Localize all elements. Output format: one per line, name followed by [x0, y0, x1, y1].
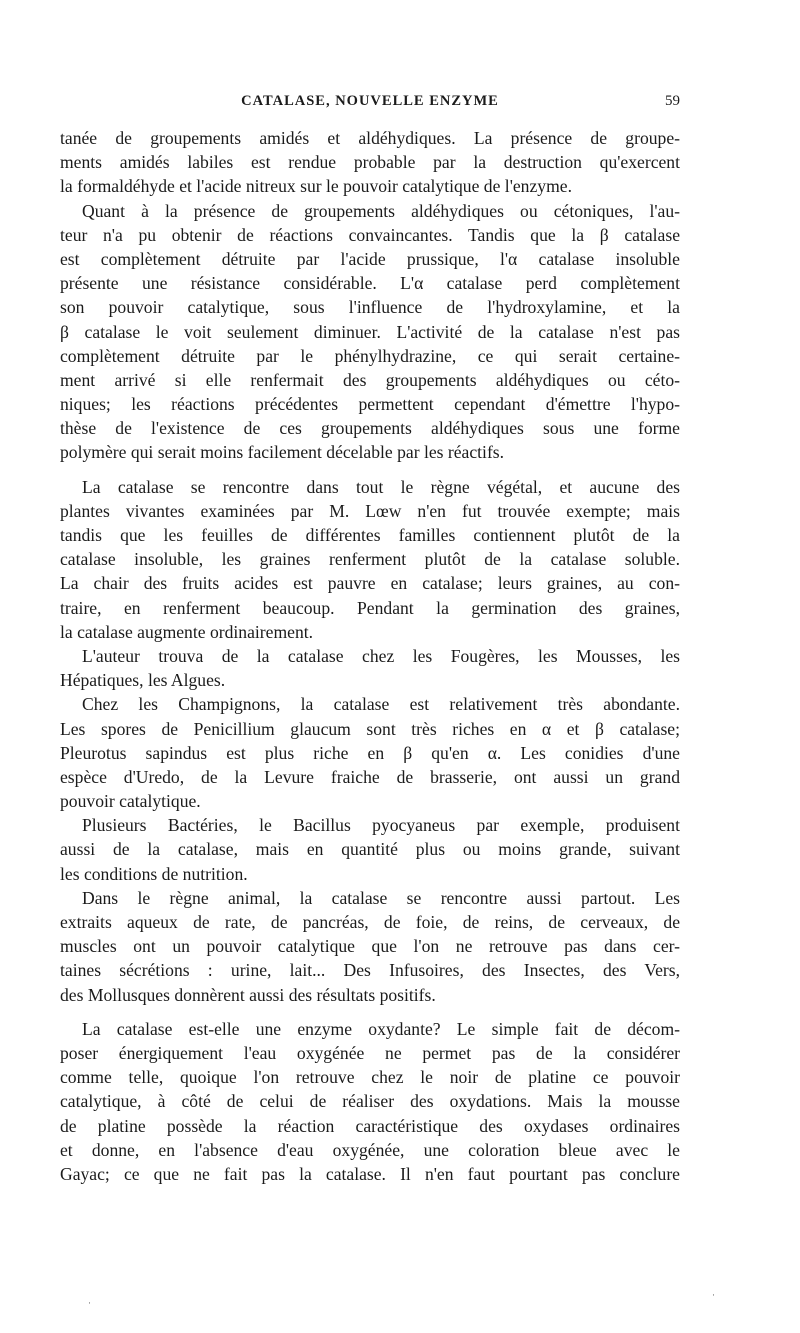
text-line: thèse de l'existence de ces groupements aldéhydiques sous une forme — [60, 418, 680, 439]
text-line: catalytique, à côté de celui de réaliser des oxydations. Mais la mousse — [60, 1091, 680, 1112]
text-line: teur n'a pu obtenir de réactions convaincantes. Tandis que la β catalase — [60, 224, 680, 245]
text-line: Dans le règne animal, la catalase se rencontre aussi partout. Les — [82, 887, 680, 908]
text-line: Quant à la présence de groupements aldéhydiques ou cétoniques, l'au- — [82, 200, 680, 221]
speck-mark: · — [88, 1298, 91, 1308]
paragraph-gap — [60, 465, 680, 475]
text-line: extraits aqueux de rate, de pancréas, de foie, de reins, de cerveaux, de — [60, 912, 680, 932]
paragraph — [60, 644, 680, 692]
text-line: tanée de groupements amidés et aldéhydiques. La présence de groupe- — [60, 128, 680, 148]
paragraph — [60, 475, 680, 644]
page-header — [60, 93, 680, 117]
text-line: Hépatiques, les Algues. — [60, 670, 226, 691]
paragraph-gap — [60, 1007, 680, 1017]
text-line: L'auteur trouva de la catalase chez les Fougères, les Mousses, les — [82, 645, 680, 666]
text-line: traire, en renferment beaucoup. Pendant la germination des graines, — [60, 597, 680, 618]
text-line: muscles ont un pouvoir catalytique que l'on ne retrouve pas dans cer- — [60, 936, 680, 957]
text-line: de platine possède la réaction caractéristique des oxydases ordinaires — [60, 1115, 680, 1136]
text-line: la formaldéhyde et l'acide nitreux sur le pouvoir catalytique de l'enzyme. — [60, 176, 572, 197]
paragraph — [60, 199, 680, 465]
text-line: catalase insoluble, les graines renferment plutôt de la catalase soluble. — [60, 549, 680, 570]
running-title: CATALASE, NOUVELLE ENZYME — [241, 93, 499, 109]
text-line: plantes vivantes examinées par M. Lœw n'en fut trouvée exempte; mais — [60, 500, 680, 521]
text-line: pouvoir catalytique. — [60, 791, 201, 812]
text-line: taines sécrétions : urine, lait... Des Infusoires, des Insectes, des Vers, — [60, 960, 680, 981]
text-line: ment arrivé si elle renfermait des groupements aldéhydiques ou céto- — [60, 369, 680, 390]
text-line: complètement détruite par le phénylhydrazine, ce qui serait certaine- — [60, 345, 680, 366]
text-line: son pouvoir catalytique, sous l'influence de l'hydroxylamine, et la — [60, 297, 680, 318]
text-line: la catalase augmente ordinairement. — [60, 621, 314, 642]
text-line: Gayac; ce que ne fait pas la catalase. Il n'en faut pourtant pas conclure — [60, 1163, 680, 1184]
text-line: La catalase se rencontre dans tout le règne végétal, et aucune des — [82, 476, 680, 497]
text-line: La catalase est-elle une enzyme oxydante? Le simple fait de décom- — [82, 1018, 680, 1039]
text-line: Plusieurs Bactéries, le Bacillus pyocyaneus par exemple, produisent — [82, 815, 680, 836]
text-line: poser énergiquement l'eau oxygénée ne permet pas de la considérer — [60, 1042, 680, 1063]
text-line: et donne, en l'absence d'eau oxygénée, une coloration bleue avec le — [60, 1139, 680, 1160]
paragraph — [60, 692, 680, 813]
paragraph — [60, 886, 680, 1007]
text-line: espèce d'Uredo, de la Levure fraiche de brasserie, ont aussi un grand — [60, 766, 680, 787]
text-line: est complètement détruite par l'acide prussique, l'α catalase insoluble — [60, 248, 680, 269]
text-line: polymère qui serait moins facilement décelable par les réactifs. — [60, 442, 505, 463]
text-line: Pleurotus sapindus est plus riche en β qu'en α. Les conidies d'une — [60, 742, 680, 763]
paragraph — [60, 126, 680, 199]
text-line: Les spores de Penicillium glaucum sont très riches en α et β catalase; — [60, 718, 680, 739]
text-line: aussi de la catalase, mais en quantité plus ou moins grande, suivant — [60, 839, 680, 860]
text-line: des Mollusques donnèrent aussi des résultats positifs. — [60, 984, 436, 1005]
text-line: niques; les réactions précédentes permettent cependant d'émettre l'hypo- — [60, 394, 680, 415]
speck-mark: · — [712, 1290, 715, 1300]
page-number: 59 — [665, 93, 680, 109]
text-line: présente une résistance considérable. L'α catalase perd complètement — [60, 273, 680, 294]
paragraph — [60, 1017, 680, 1186]
text-line: β catalase le voit seulement diminuer. L'activité de la catalase n'est pas — [60, 321, 680, 342]
text-line: ments amidés labiles est rendue probable par la destruction qu'exercent — [60, 152, 680, 173]
text-line: comme telle, quoique l'on retrouve chez le noir de platine ce pouvoir — [60, 1067, 680, 1088]
text-line: tandis que les feuilles de différentes familles contiennent plutôt de la — [60, 525, 680, 545]
text-line: les conditions de nutrition. — [60, 863, 248, 884]
paragraph — [60, 813, 680, 886]
text-line: La chair des fruits acides est pauvre en catalase; leurs graines, au con- — [60, 573, 680, 594]
body-text — [60, 126, 680, 1186]
text-line: Chez les Champignons, la catalase est relativement très abondante. — [82, 694, 680, 715]
